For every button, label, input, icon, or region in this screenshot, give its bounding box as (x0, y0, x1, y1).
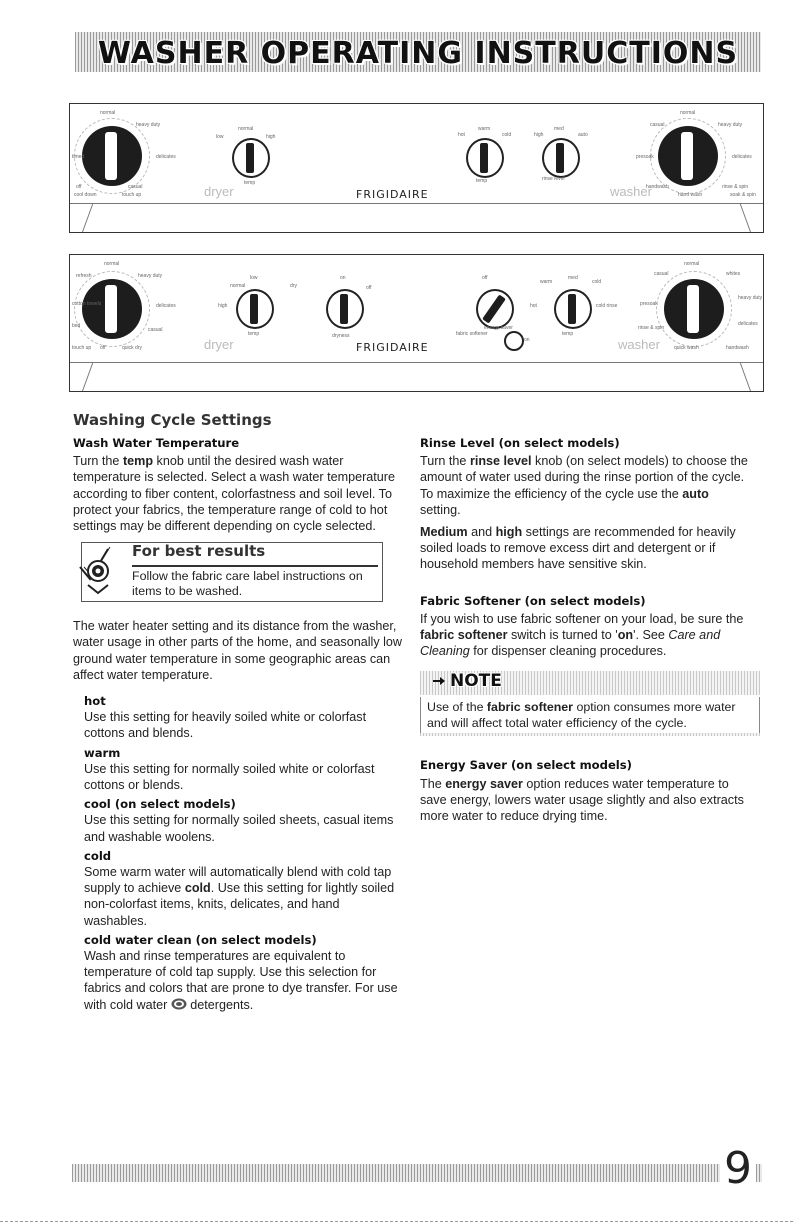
dryer-temp-dial (236, 289, 274, 329)
note-footer-bar (420, 733, 760, 736)
dial-label: cool down (74, 192, 97, 198)
fabric-softener-dial (476, 289, 514, 329)
dial-label: soak & spin (730, 192, 756, 198)
dial-label: delicates (738, 321, 758, 327)
dial-label: delicates (156, 303, 176, 309)
dial-label: casual (654, 271, 669, 277)
dial-label: high (534, 132, 544, 138)
text-run-bold: energy saver (445, 776, 523, 791)
divider (132, 565, 378, 567)
best-results-callout (81, 542, 383, 602)
control-panel-illustration-top (69, 103, 764, 233)
dryer-cycle-dial (82, 279, 142, 339)
dial-label: heavy duty (136, 122, 161, 128)
text-run-bold: rinse level (469, 454, 532, 469)
dial-label: auto (578, 132, 588, 138)
text-run-bold: fabric softener (486, 700, 573, 715)
setting-name: cold (84, 848, 112, 863)
text-run: knob until the desired wash water temperature is selected. Select a wash water temperature according to fiber content, colorfastness and soil level. To protect your fabrics, the temperature range of cold to hot settings may be different depending on cycle selected. (73, 454, 395, 534)
dial-label: rinse & spin (638, 325, 665, 331)
wash-temp-dial (554, 289, 592, 329)
dial-label: warm (478, 126, 491, 132)
dial-label: delicates (732, 154, 752, 160)
water-heater-paragraph: The water heater setting and its distance from the washer, water usage in other parts of the home, and seasonally low ground water temperature in some geographic areas can affect water temperature. (73, 619, 403, 682)
dial-label: handwash (726, 345, 749, 351)
rinse-level-dial (542, 138, 580, 178)
panel-base (70, 362, 763, 391)
text-run: The (420, 776, 446, 791)
footer-bar (72, 1164, 762, 1182)
dial-label: high (218, 303, 228, 309)
text-run: and (467, 525, 496, 540)
text-run: option reduces water temperature to save energy, lowers water usage slightly and also extracts more water to reduce drying time. (420, 776, 744, 824)
dial-label: rinse level (542, 176, 565, 182)
header-banner (75, 32, 761, 72)
dial-label: off (100, 345, 106, 351)
wash-temp-dial (466, 138, 504, 178)
best-results-title: For best results (132, 542, 266, 561)
text-run: Use of the (427, 700, 487, 715)
dial-label: refresh (76, 273, 92, 279)
note-callout (420, 671, 760, 729)
dial-label: casual (650, 122, 665, 128)
dial-label: hot (530, 303, 537, 309)
dial-label: off (76, 184, 82, 190)
text-run-bold: auto (682, 486, 709, 501)
text-run: setting. (420, 502, 461, 517)
pointing-hand-icon (432, 673, 446, 687)
dryer-cycle-dial (82, 126, 142, 186)
note-body (420, 697, 760, 733)
dial-label: normal (238, 126, 254, 132)
washer-cycle-dial (658, 126, 718, 186)
dial-label: presoak (636, 154, 654, 160)
note-title-text: NOTE (450, 671, 502, 692)
best-results-body: Follow the fabric care label instructions on items to be washed. (132, 569, 363, 599)
page-number: 9 (720, 1143, 756, 1195)
setting-name: warm (84, 745, 121, 760)
dial-label: quick dry (122, 345, 143, 351)
page-title: WASHER OPERATING INSTRUCTIONS (97, 36, 739, 71)
setting-text: Use this setting for normally soiled sheets, casual items and washable woolens. (84, 813, 394, 844)
dial-label: temp (562, 331, 574, 337)
dial-label: fabric softener (456, 331, 488, 337)
fabric-softener-heading: Fabric Softener (on select models) (420, 593, 646, 608)
left-column (73, 435, 403, 1016)
dial-label: energy saver (484, 325, 513, 331)
text-run: knob (on select models) to choose the amount of water used during the rinse portion of the cycle. To maximize the efficiency of the cycle use the (420, 454, 748, 501)
dial-label: quick wash (674, 345, 699, 351)
dial-label: dryness (332, 333, 350, 339)
dial-label: heavy duty (738, 295, 763, 301)
text-run: option consumes more water and will affect total water efficiency of the cycle. (427, 700, 736, 731)
dial-label: temp (244, 180, 256, 186)
dryer-temp-dial (232, 138, 270, 178)
washer-cycle-dial (664, 279, 724, 339)
washer-label: washer (618, 337, 660, 352)
dial-label: presoak (640, 301, 658, 307)
text-run: . Use this setting for lightly soiled non-colorfast items, knits, delicates, and hand washables. (84, 881, 395, 928)
dial-label: rinse & spin (722, 184, 749, 190)
dial-label: hand wash (678, 192, 703, 198)
dial-label: cold (592, 279, 602, 285)
temperature-settings-list (84, 693, 403, 1013)
dial-label: whites (726, 271, 741, 277)
wash-temp-intro (73, 453, 403, 534)
text-run: If you wish to use fabric softener on your load, be sure the (420, 611, 744, 626)
dial-label: temp (476, 178, 488, 184)
dial-label: warm (540, 279, 553, 285)
text-run-bold: temp (122, 454, 154, 469)
text-run-bold: Medium (420, 525, 468, 540)
dial-label: normal (230, 283, 246, 289)
dial-label: bed (72, 323, 81, 329)
section-title: Washing Cycle Settings (73, 411, 272, 429)
dial-label: temp (248, 331, 260, 337)
dryer-label: dryer (204, 337, 234, 352)
energy-saver-paragraph (420, 776, 750, 825)
text-run-bold: high (495, 525, 523, 540)
dial-label: dry (290, 283, 297, 289)
dial-label: handwash (646, 184, 669, 190)
dial-label: delicates (156, 154, 176, 160)
right-column (420, 435, 750, 830)
dial-label: heavy duty (138, 273, 163, 279)
washer-label: washer (610, 184, 652, 199)
setting-name: hot (84, 694, 106, 709)
text-run: '. See (633, 628, 669, 643)
panel-base (70, 203, 763, 232)
text-run: Some warm water will automatically blend with cold tap supply to achieve (84, 865, 392, 896)
rinse-level-heading: Rinse Level (on select models) (420, 436, 620, 450)
dial-label: off (366, 285, 372, 291)
dial-label: off (482, 275, 488, 281)
dial-label: normal (100, 110, 116, 116)
dial-label: normal (684, 261, 700, 267)
he-logo-icon (171, 998, 187, 1010)
text-run-bold: cold (184, 881, 211, 896)
text-run: Wash and rinse temperatures are equivalent to temperature of cold tap supply. Use this selection for fabrics and colors that are prone to dye transfer. For use with cold water (84, 949, 398, 1012)
text-run: Turn the (420, 454, 470, 469)
dial-label: on (340, 275, 346, 281)
dial-label: low (216, 134, 224, 140)
dial-label: normal (104, 261, 120, 267)
dial-label: med (568, 275, 578, 281)
setting-text: Use this setting for normally soiled white or colorfast cottons or blends. (84, 761, 375, 793)
dial-label: on (524, 337, 530, 343)
setting-name: cool (on select models) (84, 797, 236, 812)
fabric-softener-paragraph (420, 611, 750, 660)
energy-saver-button (504, 331, 524, 351)
wash-water-temperature-heading: Wash Water Temperature (73, 436, 240, 450)
dial-label: casual (148, 327, 163, 333)
brand-logo: FRIGIDAIRE (356, 341, 429, 354)
dial-label: touch up (122, 192, 142, 198)
energy-saver-heading: Energy Saver (on select models) (420, 758, 632, 773)
dial-label: hot (458, 132, 465, 138)
dial-label: cold (502, 132, 512, 138)
dryness-dial (326, 289, 364, 329)
text-run-bold: on (617, 628, 634, 643)
rinse-level-paragraph (420, 453, 750, 518)
text-run-italic: Care and Cleaning (420, 628, 721, 659)
setting-text (84, 948, 403, 1013)
dial-label: cold rinse (596, 303, 618, 309)
setting-text (84, 864, 403, 929)
note-title (432, 671, 502, 692)
washer-checkmark-icon (76, 545, 126, 595)
text-run: detergents. (186, 997, 254, 1012)
dial-label: cotton towels (72, 301, 102, 307)
dial-label: touch up (72, 345, 92, 351)
dial-label: high (266, 134, 276, 140)
text-run: settings are recommended for heavily soiled loads to remove excess dirt and detergent or if household members have sensitive skin. (420, 525, 736, 572)
setting-text: Use this setting for heavily soiled white or colorfast cottons and blends. (84, 710, 367, 741)
note-header-bar (420, 671, 760, 695)
dryer-label: dryer (204, 184, 234, 199)
setting-name: cold water clean (on select models) (84, 932, 317, 947)
text-run-bold: fabric softener (420, 628, 508, 643)
medium-high-paragraph (420, 524, 750, 573)
text-run: Turn the (73, 454, 123, 469)
dial-label: med (554, 126, 564, 132)
brand-logo: FRIGIDAIRE (356, 188, 429, 201)
control-panel-illustration-bottom (69, 254, 764, 392)
dial-label: normal (680, 110, 696, 116)
dial-label: low (250, 275, 258, 281)
page-edge (0, 1221, 793, 1223)
text-run: for dispenser cleaning procedures. (469, 644, 667, 659)
dial-label: casual (128, 184, 143, 190)
dial-label: heavy duty (718, 122, 743, 128)
text-run: switch is turned to ' (507, 628, 618, 643)
dial-label: timed (72, 154, 85, 160)
